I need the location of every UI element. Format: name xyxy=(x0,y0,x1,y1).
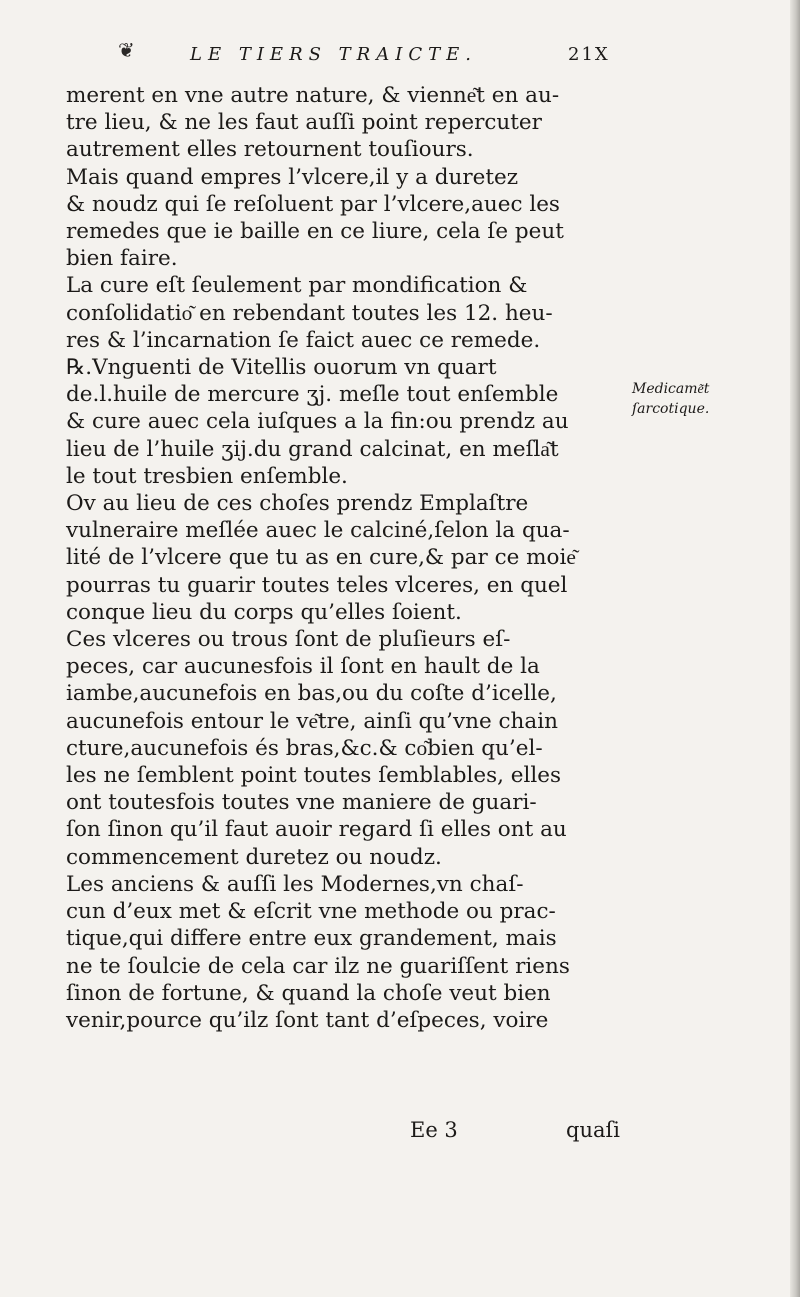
margin-note-line: Medicame͂t xyxy=(632,381,710,397)
text-line: venir,pource qu’ilz ſont tant d’eſpeces, voire xyxy=(66,1007,549,1033)
text-line: tique,qui differe entre eux grandement, mais xyxy=(66,926,557,952)
text-line: bien faire. xyxy=(66,246,178,272)
folio-number: 21X xyxy=(568,44,610,65)
text-line: cture,aucunefois és bras,&c.& co͂bien qu’el- xyxy=(66,735,543,761)
text-line: ſon ſinon qu’il faut auoir regard ſi elles ont au xyxy=(66,817,567,843)
text-line: & noudz qui ſe reſoluent par l’vlcere,auec les xyxy=(66,191,560,217)
text-line: ℞.Vnguenti de Vitellis ouorum vn quart xyxy=(66,355,497,381)
text-line: le tout tresbien enſemble. xyxy=(66,463,348,489)
text-line: lieu de l’huile ʒij.du grand calcinat, en meſla͂t xyxy=(66,436,559,462)
text-line: Ov au lieu de ces choſes prendz Emplaſtre xyxy=(66,491,529,517)
text-line: Les anciens & auſſi les Modernes,vn chaſ- xyxy=(66,871,524,897)
text-line: les ne ſemblent point toutes ſemblables, elles xyxy=(66,763,562,789)
text-line: La cure eſt ſeulement par mondification & xyxy=(66,273,528,299)
signature-mark: Ee 3 xyxy=(410,1118,458,1142)
running-header xyxy=(190,44,620,65)
text-line: pourras tu guarir toutes teles vlceres, en quel xyxy=(66,572,568,598)
text-line: commencement duretez ou noudz. xyxy=(66,844,442,870)
running-title: LE TIERS TRAICTE. xyxy=(190,44,477,65)
text-line: autrement elles retournent touſiours. xyxy=(66,137,474,163)
text-line: & cure auec cela iuſques a la fin:ou prendz au xyxy=(66,409,569,435)
text-line: vulneraire meſlée auec le calciné,ſelon la qua- xyxy=(66,518,570,544)
text-line: Mais quand empres l’vlcere,il y a duretez xyxy=(66,164,519,190)
text-line: peces, car aucunesfois il ſont en hault de la xyxy=(66,654,540,680)
text-line: res & l’incarnation ſe faict auec ce remede. xyxy=(66,327,541,353)
ornament-icon: ❦ xyxy=(118,38,135,62)
text-line: ne te ſoulcie de cela car ilz ne guariſſent riens xyxy=(66,953,570,979)
text-line: conſolidatio͂ en rebendant toutes les 12. heu- xyxy=(66,300,553,326)
text-line: tre lieu, & ne les faut auſſi point repercuter xyxy=(66,110,542,136)
text-line: Ces vlceres ou trous ſont de pluſieurs eſ- xyxy=(66,627,511,653)
catchword: quaſi xyxy=(566,1118,620,1142)
text-line: lité de l’vlcere que tu as en cure,& par ce moie͂ xyxy=(66,545,576,571)
text-line: aucunefois entour le ve͂tre, ainſi qu’vne chain xyxy=(66,708,558,734)
text-line: de.l.huile de mercure ʒj. meſle tout enſemble xyxy=(66,382,559,408)
text-line: remedes que ie baille en ce liure, cela ſe peut xyxy=(66,219,564,245)
text-line: merent en vne autre nature, & vienne͂t en au- xyxy=(66,83,560,108)
body-text xyxy=(66,82,626,1034)
text-line: conque lieu du corps qu’elles ſoient. xyxy=(66,599,462,625)
text-line: cun d’eux met & eſcrit vne methode ou prac- xyxy=(66,899,556,925)
text-line: iambe,aucunefois en bas,ou du coſte d’icelle, xyxy=(66,681,557,707)
page-edge xyxy=(790,0,800,1297)
text-line: ont toutesfois toutes vne maniere de guari- xyxy=(66,790,537,816)
text-line: ſinon de fortune, & quand la choſe veut bien xyxy=(66,980,551,1006)
margin-note-line: ſarcotique. xyxy=(632,401,710,417)
